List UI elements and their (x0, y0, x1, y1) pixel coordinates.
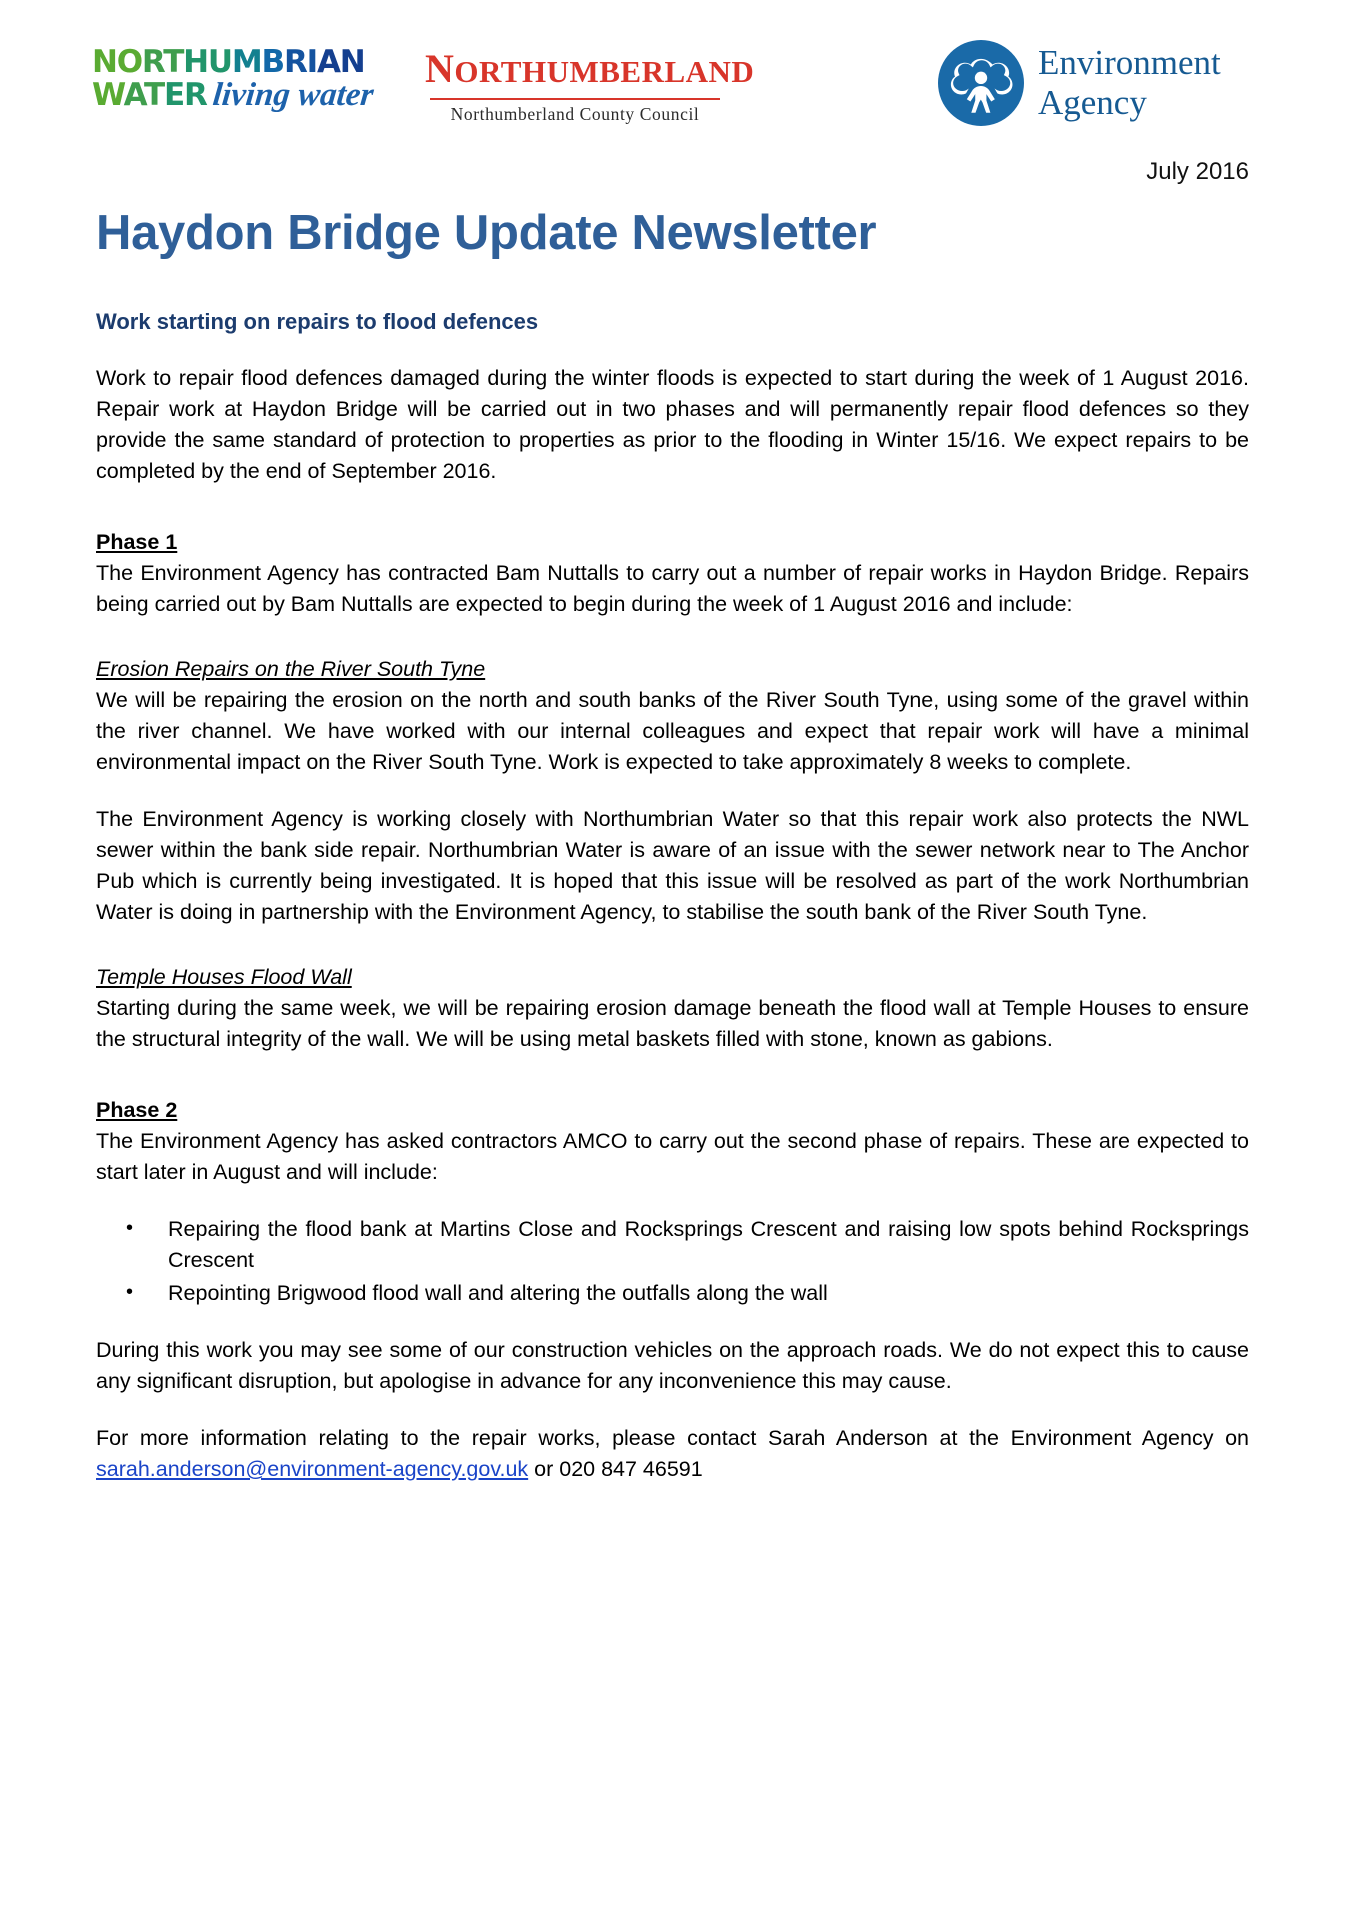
temple-houses-subheading: Temple Houses Flood Wall (96, 965, 352, 989)
logo-bar (0, 28, 1345, 148)
erosion-repairs-paragraph-2: The Environment Agency is working closely with Northumbrian Water so that this repair work also protects the NWL sewer within the bank side repair. Northumbrian Water is aware of an issue with the sewer network near to The Anchor Pub which is currently being investigated. It is hoped that this issue will be resolved as part of the work Northumbrian Water is doing in partnership with the Environment Agency, to stabilise the south bank of the River South Tyne. (96, 807, 1249, 924)
environment-agency-wordmark (1038, 43, 1221, 123)
northumbrian-water-logo (92, 46, 392, 124)
contact-text-after: or 020 847 46591 (528, 1457, 703, 1481)
list-item: • Repointing Brigwood flood wall and altering the outfalls along the wall (168, 1278, 1249, 1309)
temple-houses-paragraph: Starting during the same week, we will be repairing erosion damage beneath the flood wall at Temple Houses to ensure the structural integrity of the wall. We will be using metal baskets filled with stone, known as gabions. (96, 996, 1249, 1051)
section-heading-work-starting: Work starting on repairs to flood defences (96, 309, 539, 334)
page-title: Haydon Bridge Update Newsletter (96, 206, 877, 260)
northumbrian-water-wordmark-line2: WATER living water (92, 77, 375, 113)
phase-1-heading: Phase 1 (96, 530, 178, 554)
phase-2-heading: Phase 2 (96, 1098, 178, 1122)
contact-text-before: For more information relating to the repair works, please contact Sarah Anderson at the Environment Agency on (96, 1426, 1249, 1450)
list-item: • Repairing the flood bank at Martins Close and Rocksprings Crescent and raising low spots behind Rocksprings Crescent (168, 1214, 1249, 1276)
northumberland-county-council-logo (425, 46, 755, 125)
issue-date: July 2016 (1146, 158, 1249, 185)
ea-wordmark-line1: Environment (1038, 43, 1221, 82)
erosion-repairs-subheading: Erosion Repairs on the River South Tyne (96, 657, 486, 681)
newsletter-body (96, 306, 1249, 1485)
ncc-divider-rule (430, 98, 720, 100)
northumbrian-water-tagline: living water (210, 77, 375, 113)
closing-paragraph: During this work you may see some of our construction vehicles on the approach roads. We do not expect this to cause any significant disruption, but apologise in advance for any inconvenience this may cause. (96, 1338, 1249, 1393)
environment-agency-logo (938, 40, 1221, 126)
newsletter-page (0, 28, 1345, 1930)
intro-paragraph: Work to repair flood defences damaged during the winter floods is expected to start during the week of 1 August 2016. Repair work at Haydon Bridge will be carried out in two phases and will permanently repair flood defences so they provide the same standard of protection to properties as prior to the flooding in Winter 15/16. We expect repairs to be completed by the end of September 2016. (96, 366, 1249, 483)
ea-wordmark-line2: Agency (1038, 83, 1147, 122)
northumbrian-water-wordmark-line1: NORTHUMBRIAN (92, 44, 365, 80)
phase-2-bullet-list (96, 1214, 1249, 1309)
ncc-subtitle: Northumberland County Council (450, 104, 700, 124)
phase-1-intro-paragraph: The Environment Agency has contracted Bam Nuttalls to carry out a number of repair works in Haydon Bridge. Repairs being carried out by Bam Nuttalls are expected to begin during the week of 1 August 2016 and include: (96, 561, 1249, 616)
erosion-repairs-paragraph-1: We will be repairing the erosion on the north and south banks of the River South Tyne, using some of the gravel within the river channel. We have worked with our internal colleagues and expect that repair work will have a minimal environmental impact on the River South Tyne. Work is expected to take approximately 8 weeks to complete. (96, 688, 1249, 774)
tree-person-icon (938, 40, 1024, 126)
ncc-wordmark: NORTHUMBERLAND (425, 46, 755, 91)
phase-2-intro-paragraph: The Environment Agency has asked contractors AMCO to carry out the second phase of repairs. These are expected to start later in August and will include: (96, 1129, 1249, 1184)
contact-paragraph (96, 1423, 1249, 1485)
contact-email-link[interactable]: sarah.anderson@environment-agency.gov.uk (96, 1457, 529, 1481)
